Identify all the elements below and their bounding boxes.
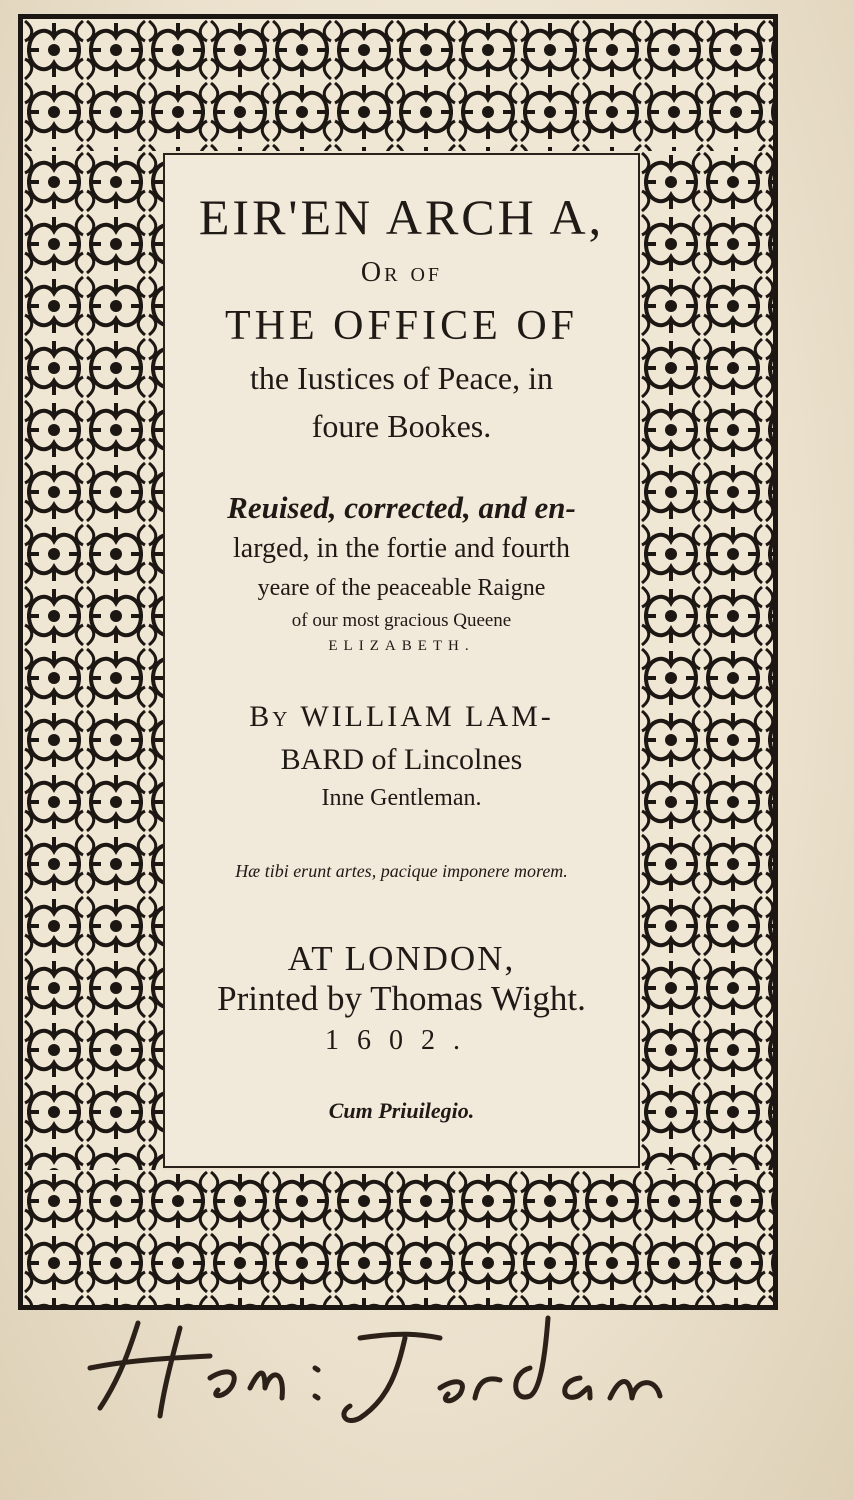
- author-line-2: BARD of Lincolnes: [280, 743, 523, 776]
- subtitle-justices: the Iustices of Peace, in: [250, 360, 553, 396]
- ornament-border-bottom: [23, 1170, 773, 1305]
- title-connector: Or of: [360, 257, 443, 288]
- ornament-border-top: [23, 19, 773, 151]
- handwritten-signature: [60, 1298, 700, 1438]
- title-text-panel: [163, 153, 640, 1168]
- edition-note-line-4: of our most gracious Queene: [291, 610, 512, 631]
- imprint-place: AT LONDON,: [287, 939, 516, 978]
- edition-note-line-3: yeare of the peaceable Raigne: [257, 575, 546, 601]
- edition-note-line-5: ELIZABETH.: [328, 638, 475, 654]
- book-title: EIR'EN ARCH A,: [198, 189, 605, 245]
- edition-note-line-2: larged, in the fortie and fourth: [233, 533, 570, 564]
- edition-note-line-1: Reuised, corrected, and en-: [227, 490, 576, 525]
- subtitle-bookes: foure Bookes.: [311, 408, 492, 444]
- subtitle-office: THE OFFICE OF: [224, 303, 579, 349]
- ornament-border-right: [640, 151, 773, 1170]
- imprint-printer: Printed by Thomas Wight.: [217, 979, 586, 1018]
- motto: Hæ tibi erunt artes, pacique imponere morem.: [235, 861, 568, 881]
- author-line-1: By WILLIAM LAM-: [249, 700, 554, 733]
- privilege-note: Cum Priuilegio.: [328, 1098, 475, 1123]
- imprint-year: 1602.: [325, 1025, 478, 1056]
- author-line-3: Inne Gentleman.: [321, 785, 482, 811]
- ornament-border-left: [23, 151, 163, 1170]
